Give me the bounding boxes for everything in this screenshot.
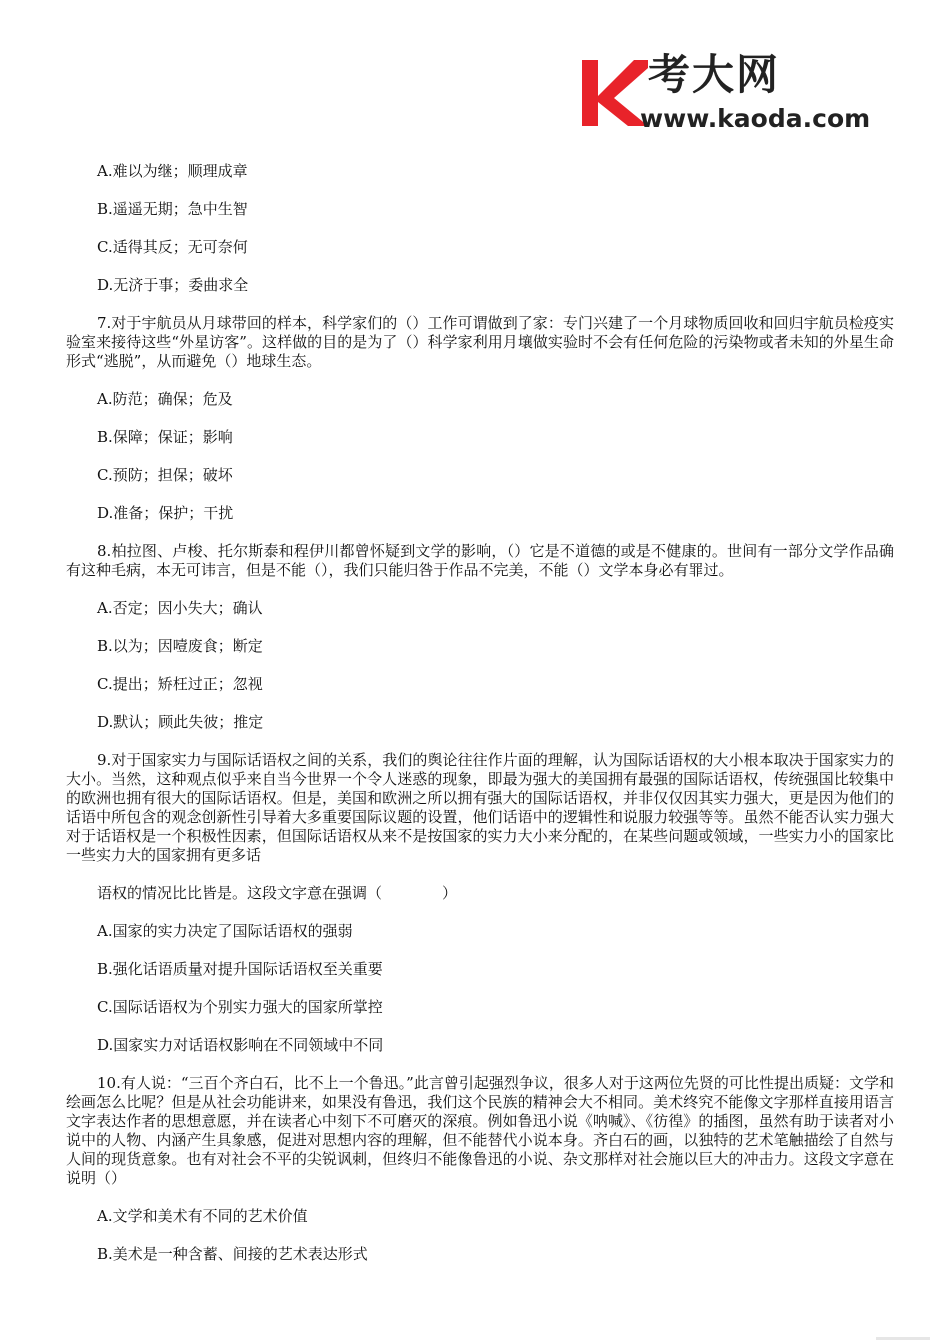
option-b: B.美术是一种含蓄、间接的艺术表达形式 (97, 1245, 368, 1263)
document-body (66, 162, 894, 1283)
option-d: D.国家实力对话语权影响在不同领域中不同 (97, 1036, 384, 1054)
option-a: A.难以为继；顺理成章 (97, 162, 248, 180)
option-a: A.否定；因小失大；确认 (97, 599, 263, 617)
option-c: C.预防；担保；破坏 (97, 466, 233, 484)
option-b: B.遥遥无期；急中生智 (97, 200, 248, 218)
kaoda-logo (578, 52, 900, 136)
option-a: A.防范；确保；危及 (97, 390, 233, 408)
question-text: 8.柏拉图、卢梭、托尔斯泰和程伊川都曾怀疑到文学的影响，（）它是不道德的或是不健康的。世间有一部分文学作品确有这种毛病，本无可讳言，但是不能（），我们只能归咎于作品不完美，不能（）文学本身必有罪过。 (66, 542, 894, 579)
option-b: B.以为；因噎废食；断定 (97, 637, 263, 655)
question-10 (66, 1074, 894, 1264)
option-c: C.提出；矫枉过正；忽视 (97, 675, 263, 693)
option-a: A.国家的实力决定了国际话语权的强弱 (97, 922, 353, 940)
question-6-options (66, 162, 894, 295)
option-c: C.国际话语权为个别实力强大的国家所掌控 (97, 998, 383, 1016)
option-d: D.无济于事；委曲求全 (97, 276, 249, 294)
logo-title: 考大网 (648, 50, 781, 99)
option-b: B.强化话语质量对提升国际话语权至关重要 (97, 960, 383, 978)
option-c: C.适得其反；无可奈何 (97, 238, 248, 256)
option-d: D.准备；保护；干扰 (97, 504, 234, 522)
question-8 (66, 542, 894, 732)
question-7 (66, 314, 894, 523)
page-corner-mark (876, 1337, 930, 1340)
question-text: 9.对于国家实力与国际话语权之间的关系，我们的舆论往往作片面的理解，认为国际话语权的大小根本取决于国家实力的大小。当然，这种观点似乎来自当今世界一个令人迷惑的现象，即最为强大的美国拥有最强的国际话语权，传统强国比较集中的欧洲也拥有很大的国际话语权。但是，美国和欧洲之所以拥有强大的国际话语权，并非仅仅因其实力强大，更是因为他们的话语中所包含的观念创新性引导着大多重要国际议题的设置，他们话语中的逻辑性和说服力较强等等。虽然不能否认实力强大对于话语权是一个积极性因素，但国际话语权从来不是按国家的实力大小来分配的，在某些问题或领域，一些实力小的国家比一些实力大的国家拥有更多话 (66, 751, 894, 864)
logo-url: www.kaoda.com (640, 104, 871, 133)
question-text: 10.有人说：“三百个齐白石，比不上一个鲁迅。”此言曾引起强烈争议，很多人对于这两位先贤的可比性提出质疑：文学和绘画怎么比呢？但是从社会功能讲来，如果没有鲁迅，我们这个民族的精神会大不相同。美术终究不能像文字那样直接用语言文字表达作者的思想意愿，并在读者心中刻下不可磨灭的深痕。例如鲁迅小说《呐喊》、《彷徨》的插图，虽然有助于读者对小说中的人物、内涵产生具象感，促进对思想内容的理解，但不能替代小说本身。齐白石的画，以独特的艺术笔触描绘了自然与人间的现货意象。也有对社会不平的尖锐讽刺，但终归不能像鲁迅的小说、杂文那样对社会施以巨大的冲击力。这段文字意在说明（） (66, 1074, 894, 1187)
option-b: B.保障；保证；影响 (97, 428, 233, 446)
question-text-continuation: 语权的情况比比皆是。这段文字意在强调（ ） (97, 884, 458, 902)
option-d: D.默认；顾此失彼；推定 (97, 713, 264, 731)
question-9 (66, 751, 894, 1055)
k-logo-icon (578, 52, 648, 132)
option-a: A.文学和美术有不同的艺术价值 (97, 1207, 308, 1225)
question-text: 7.对于宇航员从月球带回的样本，科学家们的（）工作可谓做到了家：专门兴建了一个月球物质回收和回归宇航员检疫实验室来接待这些“外星访客”。这样做的目的是为了（）科学家利用月壤做实验时不会有任何危险的污染物或者未知的外星生命形式“逃脱”，从而避免（）地球生态。 (66, 314, 894, 370)
